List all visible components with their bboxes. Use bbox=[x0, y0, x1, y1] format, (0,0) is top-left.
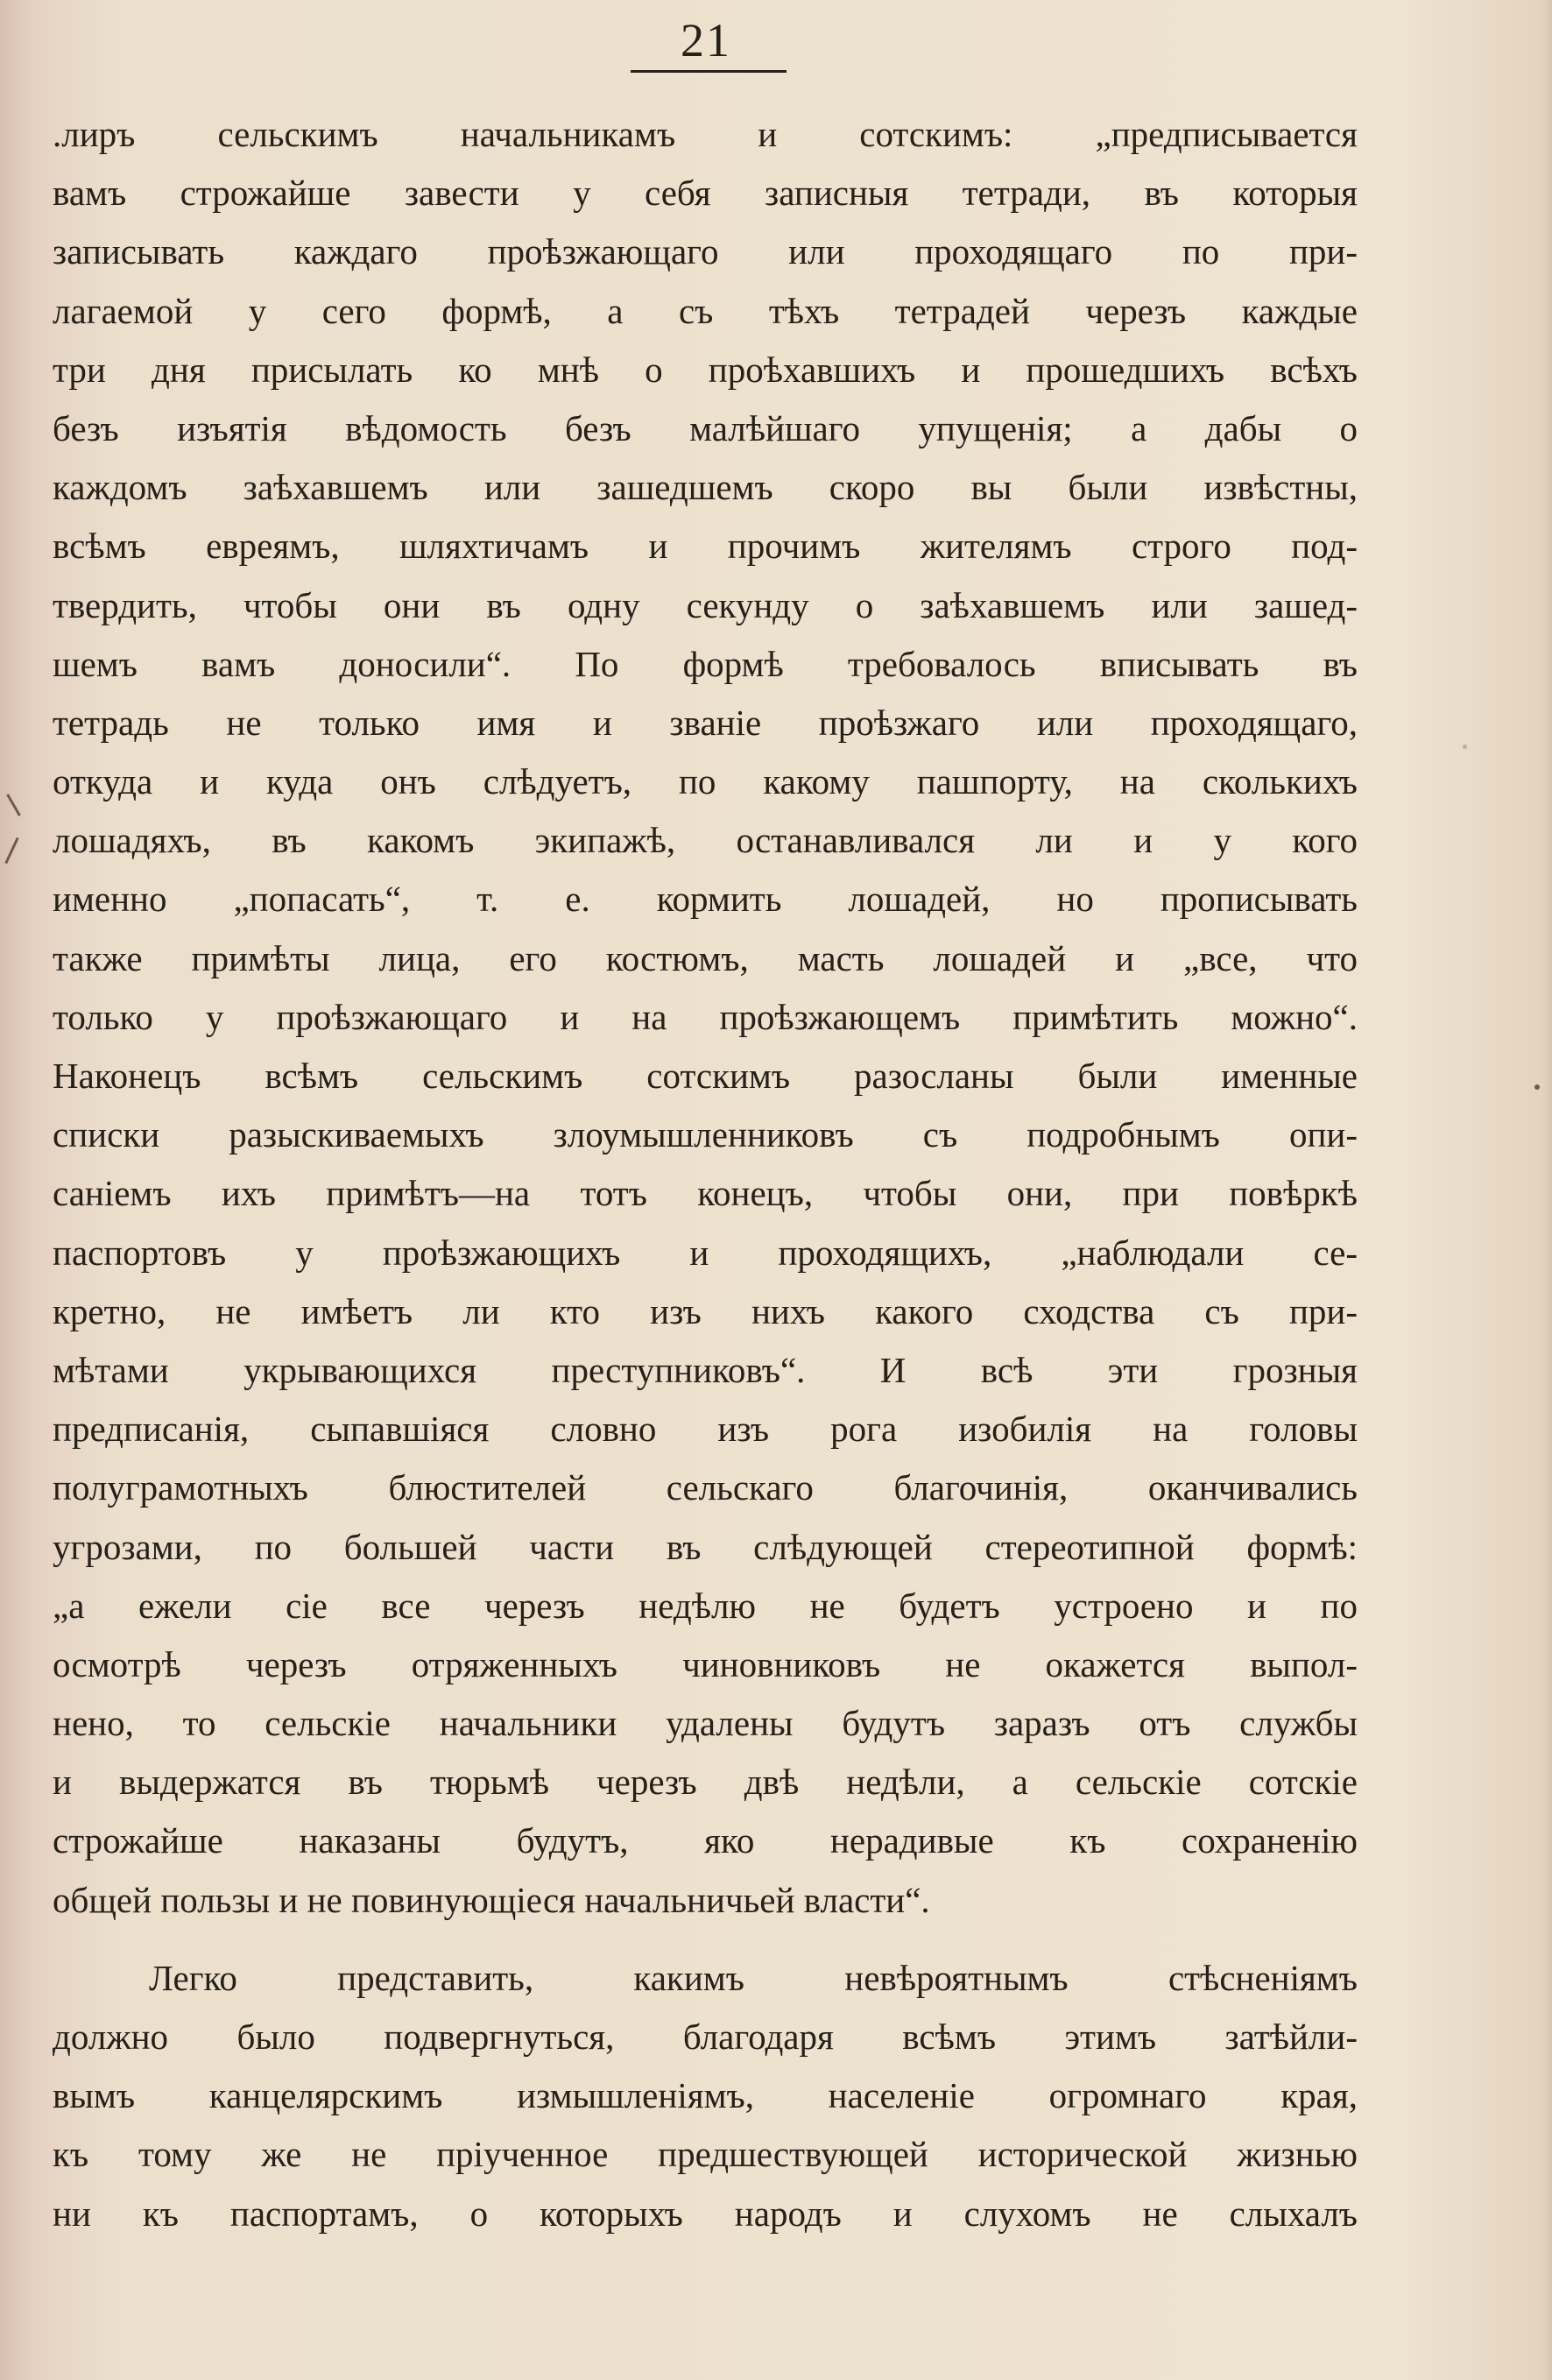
page-speck bbox=[1534, 1084, 1540, 1090]
text-line: общей пользы и не повинующіеся начальничьей власти“. bbox=[53, 1879, 930, 1920]
margin-mark bbox=[6, 794, 21, 816]
text-line: откуда и куда онъ слѣдуетъ, по какому пашпорту, на сколькихъ bbox=[53, 761, 1358, 802]
page-number: 21 bbox=[681, 14, 731, 67]
text-line: также примѣты лица, его костюмъ, масть лошадей и „все, что bbox=[53, 937, 1358, 978]
text-line: должно было подвергнуться, благодаря всѣмъ этимъ затѣйли- bbox=[53, 2016, 1358, 2057]
text-line: ни къ паспортамъ, о которыхъ народъ и слухомъ не слыхалъ bbox=[53, 2193, 1358, 2234]
text-line: каждомъ заѣхавшемъ или зашедшемъ скоро вы были извѣстны, bbox=[53, 467, 1358, 508]
text-line: кретно, не имѣетъ ли кто изъ нихъ какого сходства съ при- bbox=[53, 1290, 1358, 1331]
paragraph-1 bbox=[53, 105, 1358, 1930]
text-line: лошадяхъ, въ какомъ экипажѣ, останавливался ли и у кого bbox=[53, 820, 1358, 861]
text-line: саніемъ ихъ примѣтъ—на тотъ конецъ, чтобы они, при повѣркѣ bbox=[53, 1173, 1358, 1214]
text-line: осмотрѣ черезъ отряженныхъ чиновниковъ не окажется выпол- bbox=[53, 1643, 1358, 1684]
text-line: тетрадь не только имя и званіе проѣзжаго или проходящаго, bbox=[53, 702, 1358, 743]
paragraph-2 bbox=[53, 1949, 1358, 2243]
margin-mark bbox=[4, 837, 18, 864]
text-line: нено, то сельскіе начальники удалены будутъ заразъ отъ службы bbox=[53, 1703, 1358, 1744]
page-speck bbox=[1463, 745, 1467, 749]
text-line: вымъ канцелярскимъ измышленіямъ, населеніе огромнаго края, bbox=[53, 2075, 1358, 2116]
body-text bbox=[53, 105, 1358, 2243]
text-line: Легко представить, какимъ невѣроятнымъ стѣсненіямъ bbox=[149, 1957, 1358, 1998]
text-line: шемъ вамъ доносили“. По формѣ требовалось вписывать въ bbox=[53, 643, 1358, 684]
text-line: .лиръ сельскимъ начальникамъ и сотскимъ: „предписывается bbox=[53, 114, 1358, 154]
text-line: „а ежели сіе все черезъ недѣлю не будетъ устроено и по bbox=[53, 1585, 1358, 1626]
text-line: безъ изъятія вѣдомость безъ малѣйшаго упущенія; а дабы о bbox=[53, 407, 1358, 448]
text-line: строжайше наказаны будутъ, яко нерадивые къ сохраненію bbox=[53, 1820, 1358, 1861]
paragraph-gap bbox=[53, 1930, 1358, 1949]
text-line: мѣтами укрывающихся преступниковъ“. И всѣ эти грозныя bbox=[53, 1349, 1358, 1390]
text-line: предписанія, сыпавшіяся словно изъ рога изобилія на головы bbox=[53, 1409, 1358, 1450]
text-line: три дня присылать ко мнѣ о проѣхавшихъ и прошедшихъ всѣхъ bbox=[53, 349, 1358, 390]
header-rule bbox=[631, 70, 787, 73]
text-line: Наконецъ всѣмъ сельскимъ сотскимъ разосланы были именные bbox=[53, 1056, 1358, 1096]
text-line: полуграмотныхъ блюстителей сельскаго благочинія, оканчивались bbox=[53, 1467, 1358, 1508]
text-line: твердить, чтобы они въ одну секунду о заѣхавшемъ или зашед- bbox=[53, 584, 1358, 625]
text-line: и выдержатся въ тюрьмѣ черезъ двѣ недѣли, а сельскіе сотскіе bbox=[53, 1762, 1358, 1803]
text-line: вамъ строжайше завести у себя записныя тетради, въ которыя bbox=[53, 173, 1358, 214]
text-line: только у проѣзжающаго и на проѣзжающемъ примѣтить можно“. bbox=[53, 996, 1358, 1037]
text-line: именно „попасать“, т. е. кормить лошадей, но прописывать bbox=[53, 879, 1358, 920]
text-line: паспортовъ у проѣзжающихъ и проходящихъ, „наблюдали се- bbox=[53, 1232, 1358, 1273]
text-line: къ тому же не пріученное предшествующей исторической жизнью bbox=[53, 2134, 1358, 2175]
text-line: всѣмъ евреямъ, шляхтичамъ и прочимъ жителямъ строго под- bbox=[53, 526, 1358, 567]
text-line: записывать каждаго проѣзжающаго или проходящаго по при- bbox=[53, 231, 1358, 272]
text-line: лагаемой у сего формѣ, а съ тѣхъ тетрадей черезъ каждые bbox=[53, 290, 1358, 331]
text-line: угрозами, по большей части въ слѣдующей стереотипной формѣ: bbox=[53, 1526, 1358, 1567]
text-line: списки разыскиваемыхъ злоумышленниковъ съ подробнымъ опи- bbox=[53, 1114, 1358, 1155]
